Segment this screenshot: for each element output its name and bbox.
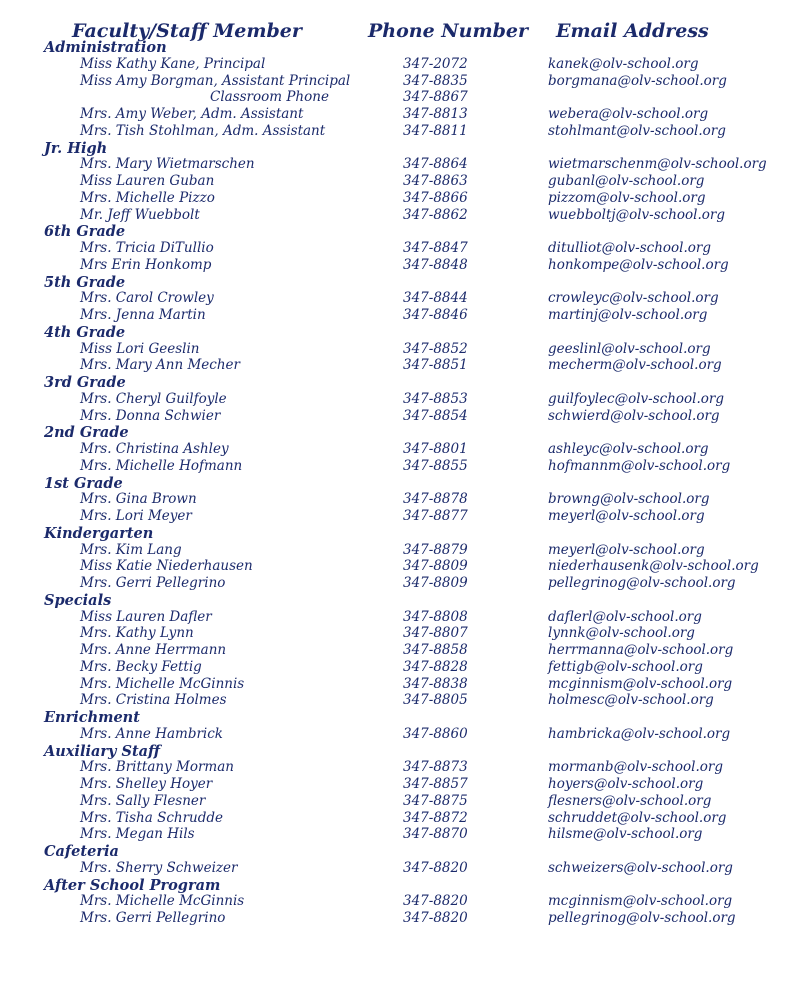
staff-name: Mrs. Kim Lang [80, 541, 182, 558]
staff-name: Miss Katie Niederhausen [80, 558, 253, 575]
staff-name: Miss Amy Borgman, Assistant Principal [80, 72, 351, 89]
staff-phone: 347-8844 [403, 290, 468, 307]
staff-name: Mrs. Anne Hambrick [80, 725, 223, 742]
staff-email: niederhausenk@olv-school.org [548, 558, 759, 575]
staff-row [0, 441, 792, 458]
staff-email: flesners@olv-school.org [548, 792, 712, 809]
staff-name: Mrs. Sherry Schweizer [80, 859, 238, 876]
staff-email: meyerl@olv-school.org [548, 541, 705, 558]
staff-email: ashleyc@olv-school.org [548, 441, 709, 457]
staff-row [0, 391, 792, 408]
staff-name: Mrs. Cristina Holmes [80, 692, 227, 709]
staff-name: Mrs. Gerri Pellegrino [80, 910, 226, 926]
staff-row [0, 458, 792, 475]
staff-phone: 347-8807 [403, 625, 468, 642]
staff-name: Miss Kathy Kane, Principal [80, 55, 266, 72]
staff-row [0, 625, 792, 642]
staff-name: Mrs Erin Honkomp [80, 256, 212, 273]
staff-name: Classroom Phone [210, 89, 329, 106]
staff-phone: 347-8847 [403, 240, 468, 256]
staff-email: schruddet@olv-school.org [548, 809, 727, 826]
staff-phone: 347-8835 [403, 72, 468, 89]
staff-name: Mrs. Tricia DiTullio [80, 240, 214, 256]
staff-phone: 347-8860 [403, 725, 468, 742]
section-heading: Auxiliary Staff [44, 742, 161, 760]
staff-email: pellegrinog@olv-school.org [548, 575, 736, 591]
staff-directory [0, 39, 792, 927]
staff-email: webera@olv-school.org [548, 106, 709, 122]
staff-row [0, 692, 792, 709]
staff-phone: 347-8879 [403, 541, 468, 558]
staff-row [0, 575, 792, 592]
staff-phone: 347-8809 [403, 558, 468, 575]
staff-row [0, 156, 792, 173]
phone-column-header: Phone Number [368, 20, 528, 42]
section-heading: 5th Grade [44, 273, 126, 291]
staff-name: Mrs. Christina Ashley [80, 441, 229, 457]
staff-email: mecherm@olv-school.org [548, 357, 722, 374]
staff-phone: 347-8820 [403, 910, 468, 926]
staff-phone: 347-8864 [403, 156, 468, 173]
staff-phone: 347-8872 [403, 809, 468, 826]
staff-phone: 347-8852 [403, 340, 468, 357]
staff-row [0, 56, 792, 73]
staff-row [0, 207, 792, 224]
staff-row [0, 173, 792, 190]
section-heading: Cafeteria [44, 843, 119, 860]
staff-phone: 347-8877 [403, 508, 468, 524]
staff-row [0, 810, 792, 827]
staff-phone: 347-8820 [403, 893, 468, 910]
staff-row [0, 307, 792, 324]
section-heading: Kindergarten [44, 524, 154, 542]
staff-row [0, 491, 792, 508]
staff-email: fettigb@olv-school.org [548, 658, 703, 675]
member-column-header: Faculty/Staff Member [72, 20, 302, 42]
staff-phone: 347-8875 [403, 792, 468, 809]
staff-email: kanek@olv-school.org [548, 55, 699, 72]
staff-row [0, 642, 792, 659]
staff-name: Mrs. Michelle McGinnis [80, 675, 245, 692]
staff-name: Mrs. Shelley Hoyer [80, 776, 213, 792]
staff-row [0, 190, 792, 207]
staff-row [0, 558, 792, 575]
staff-row [0, 106, 792, 123]
staff-email: mormanb@olv-school.org [548, 759, 723, 776]
section-heading: Administration [44, 39, 167, 56]
staff-phone: 347-8855 [403, 457, 468, 474]
staff-row [0, 240, 792, 257]
staff-row [0, 893, 792, 910]
staff-row [0, 676, 792, 693]
staff-email: mcginnism@olv-school.org [548, 675, 733, 692]
staff-email: meyerl@olv-school.org [548, 508, 705, 524]
staff-name: Mrs. Tisha Schrudde [80, 809, 223, 826]
staff-row [0, 910, 792, 927]
staff-email: ditulliot@olv-school.org [548, 240, 711, 256]
staff-row [0, 776, 792, 793]
staff-phone: 347-8862 [403, 206, 468, 223]
section-heading: Specials [44, 591, 112, 609]
staff-name: Mrs. Jenna Martin [80, 307, 206, 323]
staff-phone: 347-8848 [403, 256, 468, 273]
staff-phone: 347-2072 [403, 55, 468, 72]
staff-email: pizzom@olv-school.org [548, 189, 706, 206]
staff-phone: 347-8828 [403, 658, 468, 675]
staff-row [0, 542, 792, 559]
staff-email: schweizers@olv-school.org [548, 859, 733, 876]
staff-email: hofmannm@olv-school.org [548, 457, 731, 474]
staff-name: Mrs. Kathy Lynn [80, 625, 194, 642]
staff-name: Mrs. Donna Schwier [80, 407, 221, 424]
staff-phone: 347-8853 [403, 390, 468, 407]
staff-name: Miss Lori Geeslin [80, 340, 200, 357]
staff-email: hambricka@olv-school.org [548, 725, 731, 742]
staff-row [0, 357, 792, 374]
staff-phone: 347-8838 [403, 675, 468, 692]
staff-email: martinj@olv-school.org [548, 307, 708, 323]
staff-row [0, 89, 792, 106]
staff-name: Mrs. Megan Hils [80, 826, 195, 843]
staff-phone: 347-8873 [403, 759, 468, 776]
staff-row [0, 726, 792, 743]
section-heading: 2nd Grade [44, 424, 129, 442]
staff-email: mcginnism@olv-school.org [548, 893, 733, 910]
staff-phone: 347-8863 [403, 173, 468, 189]
staff-name: Miss Lauren Guban [80, 173, 215, 189]
staff-phone: 347-8857 [403, 776, 468, 792]
staff-email: guilfoylec@olv-school.org [548, 390, 724, 407]
staff-name: Mrs. Anne Herrmann [80, 642, 227, 658]
staff-email: pellegrinog@olv-school.org [548, 910, 736, 926]
staff-phone: 347-8808 [403, 608, 468, 625]
staff-email: holmesc@olv-school.org [548, 692, 714, 709]
staff-email: wuebboltj@olv-school.org [548, 206, 725, 223]
email-column-header: Email Address [556, 20, 709, 42]
staff-email: honkompe@olv-school.org [548, 256, 729, 273]
staff-email: daflerl@olv-school.org [548, 608, 702, 625]
staff-phone: 347-8870 [403, 826, 468, 843]
staff-name: Mrs. Mary Wietmarschen [80, 156, 255, 173]
staff-phone: 347-8846 [403, 307, 468, 323]
staff-email: geeslinl@olv-school.org [548, 340, 711, 357]
staff-email: schwierd@olv-school.org [548, 407, 720, 424]
staff-email: borgmana@olv-school.org [548, 72, 727, 89]
section-heading: 3rd Grade [44, 374, 126, 391]
staff-row [0, 341, 792, 358]
staff-row [0, 290, 792, 307]
staff-row [0, 609, 792, 626]
staff-name: Mrs. Amy Weber, Adm. Assistant [80, 106, 304, 122]
staff-name: Mrs. Michelle Pizzo [80, 189, 215, 206]
staff-name: Mrs. Becky Fettig [80, 658, 202, 675]
staff-name: Mrs. Tish Stohlman, Adm. Assistant [80, 122, 326, 139]
staff-email: stohlmant@olv-school.org [548, 122, 726, 139]
staff-phone: 347-8820 [403, 859, 468, 876]
staff-email: wietmarschenm@olv-school.org [548, 156, 767, 173]
staff-email: browng@olv-school.org [548, 491, 710, 508]
section-heading: Jr. High [44, 139, 108, 157]
staff-phone: 347-8851 [403, 357, 468, 374]
staff-name: Mrs. Cheryl Guilfoyle [80, 390, 227, 407]
staff-row [0, 826, 792, 843]
staff-row [0, 759, 792, 776]
staff-name: Mr. Jeff Wuebbolt [80, 206, 200, 223]
staff-phone: 347-8858 [403, 642, 468, 658]
staff-phone: 347-8801 [403, 441, 468, 457]
section-heading: 4th Grade [44, 323, 126, 341]
staff-email: hoyers@olv-school.org [548, 776, 704, 792]
staff-phone: 347-8878 [403, 491, 468, 508]
staff-name: Mrs. Gerri Pellegrino [80, 575, 226, 591]
staff-row [0, 860, 792, 877]
staff-email: crowleyc@olv-school.org [548, 290, 719, 307]
staff-row [0, 408, 792, 425]
staff-email: gubanl@olv-school.org [548, 173, 705, 189]
staff-name: Mrs. Mary Ann Mecher [80, 357, 240, 374]
staff-name: Mrs. Gina Brown [80, 491, 197, 508]
section-heading: After School Program [44, 876, 221, 894]
section-heading: Enrichment [44, 709, 140, 726]
section-heading: 6th Grade [44, 223, 126, 241]
staff-email: lynnk@olv-school.org [548, 625, 695, 642]
staff-name: Miss Lauren Dafler [80, 608, 212, 625]
staff-name: Mrs. Michelle McGinnis [80, 893, 245, 910]
staff-email: hilsme@olv-school.org [548, 826, 703, 843]
staff-email: herrmanna@olv-school.org [548, 642, 734, 658]
staff-name: Mrs. Sally Flesner [80, 792, 206, 809]
staff-name: Mrs. Carol Crowley [80, 290, 214, 307]
staff-row [0, 508, 792, 525]
staff-row [0, 73, 792, 90]
section-heading: 1st Grade [44, 474, 123, 492]
staff-row [0, 123, 792, 140]
staff-name: Mrs. Brittany Morman [80, 759, 234, 776]
staff-phone: 347-8854 [403, 407, 468, 424]
staff-row [0, 659, 792, 676]
staff-phone: 347-8867 [403, 89, 468, 106]
staff-phone: 347-8813 [403, 106, 468, 122]
staff-phone: 347-8809 [403, 575, 468, 591]
staff-phone: 347-8805 [403, 692, 468, 709]
staff-row [0, 793, 792, 810]
staff-row [0, 257, 792, 274]
staff-phone: 347-8866 [403, 189, 468, 206]
staff-name: Mrs. Michelle Hofmann [80, 457, 243, 474]
staff-name: Mrs. Lori Meyer [80, 508, 192, 524]
staff-phone: 347-8811 [403, 122, 468, 139]
